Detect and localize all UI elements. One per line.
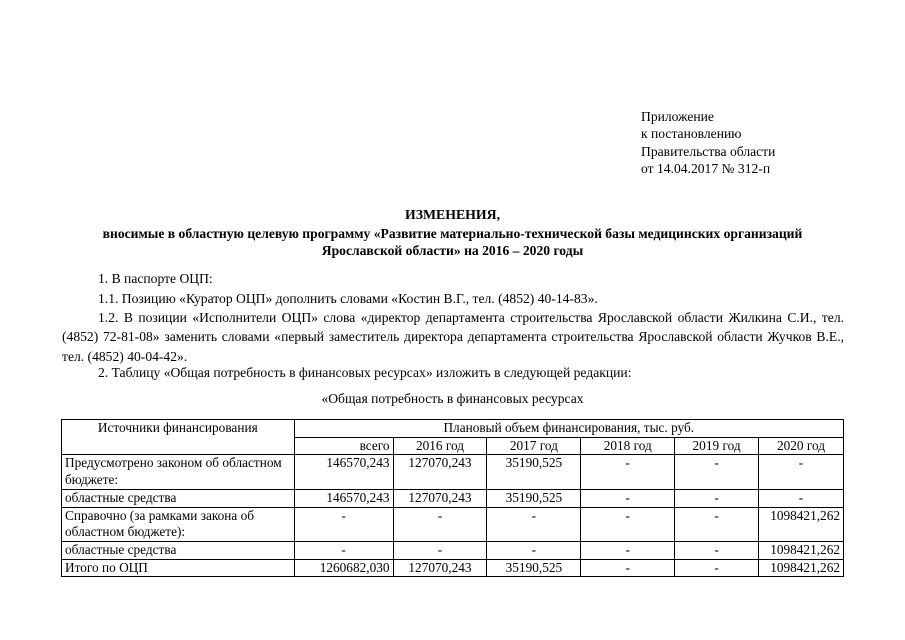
row-label: Предусмотрено законом об областном бюджете: — [62, 455, 295, 489]
table-cell: 146570,243 — [294, 455, 393, 489]
table-header-row — [62, 420, 844, 438]
table-cell: 146570,243 — [294, 489, 393, 507]
table-cell: - — [581, 455, 675, 489]
table-row — [62, 455, 844, 489]
paragraph-1: 1. В паспорте ОЦП: — [98, 271, 213, 286]
table-row — [62, 489, 844, 507]
table-row — [62, 507, 844, 541]
column-header: 2018 год — [581, 437, 675, 455]
paragraph-1-2: 1.2. В позиции «Исполнители ОЦП» слова «директор департамента строительства Ярославской области Жилкина С.И., тел. (4852) 72-81-08» заменить словами «первый заместитель директора департамента строительства Ярославской области Жучков В.Е., тел. (4852) 40-04-42». — [62, 310, 844, 364]
table-cell: - — [675, 489, 759, 507]
table-cell: 1098421,262 — [759, 559, 844, 577]
table-cell: 35190,525 — [487, 489, 581, 507]
paragraph-1-1: 1.1. Позицию «Куратор ОЦП» дополнить словами «Костин В.Г., тел. (4852) 40-14-83». — [98, 291, 598, 306]
document-title: ИЗМЕНЕНИЯ, — [404, 207, 501, 222]
table-cell: - — [294, 507, 393, 541]
table-cell: - — [294, 541, 393, 559]
header-source-cell: Источники финансирования — [62, 420, 295, 455]
table-cell: 127070,243 — [393, 559, 487, 577]
header-plan-cell: Плановый объем финансирования, тыс. руб. — [294, 420, 843, 438]
appendix-line-4: от 14.04.2017 № 312-п — [641, 160, 771, 176]
table-cell: - — [759, 489, 844, 507]
table-cell: 1098421,262 — [759, 541, 844, 559]
table-cell: - — [675, 507, 759, 541]
table-cell: 1098421,262 — [759, 507, 844, 541]
table-cell: - — [393, 541, 487, 559]
table-cell: - — [487, 541, 581, 559]
table-cell: 35190,525 — [487, 455, 581, 489]
appendix-block — [641, 108, 775, 177]
table-cell: - — [675, 541, 759, 559]
table-cell: 35190,525 — [487, 559, 581, 577]
table-cell: - — [759, 455, 844, 489]
paragraph-2: 2. Таблицу «Общая потребность в финансовых ресурсах» изложить в следующей редакции: — [98, 365, 632, 380]
table-cell: - — [581, 489, 675, 507]
column-header: 2019 год — [675, 437, 759, 455]
table-caption: «Общая потребность в финансовых ресурсах — [321, 391, 584, 406]
appendix-line-3: Правительства области — [641, 143, 776, 159]
table-row-total — [62, 559, 844, 577]
table-cell: - — [487, 507, 581, 541]
column-header: 2017 год — [487, 437, 581, 455]
table-cell: - — [581, 559, 675, 577]
table-cell: - — [581, 541, 675, 559]
table-cell: 1260682,030 — [294, 559, 393, 577]
row-label: областные средства — [62, 541, 295, 559]
appendix-line-2: к постановлению — [641, 126, 742, 142]
table-row — [62, 541, 844, 559]
table-cell: - — [581, 507, 675, 541]
table-cell: 127070,243 — [393, 455, 487, 489]
table-cell: 127070,243 — [393, 489, 487, 507]
column-header: 2016 год — [393, 437, 487, 455]
table-cell: - — [675, 455, 759, 489]
row-label: Итого по ОЦП — [62, 559, 295, 577]
table-cell: - — [393, 507, 487, 541]
column-header: 2020 год — [759, 437, 844, 455]
document-subtitle-line-2: Ярославской области» на 2016 – 2020 годы — [321, 243, 584, 258]
row-label: областные средства — [62, 489, 295, 507]
column-header: всего — [294, 437, 393, 455]
financing-table — [61, 419, 844, 577]
table-cell: - — [675, 559, 759, 577]
appendix-line-1: Приложение — [641, 109, 714, 124]
row-label: Справочно (за рамками закона об областном бюджете): — [62, 507, 295, 541]
document-subtitle-line-1: вносимые в областную целевую программу «Развитие материально-технической базы медицинских организаций — [102, 226, 803, 241]
